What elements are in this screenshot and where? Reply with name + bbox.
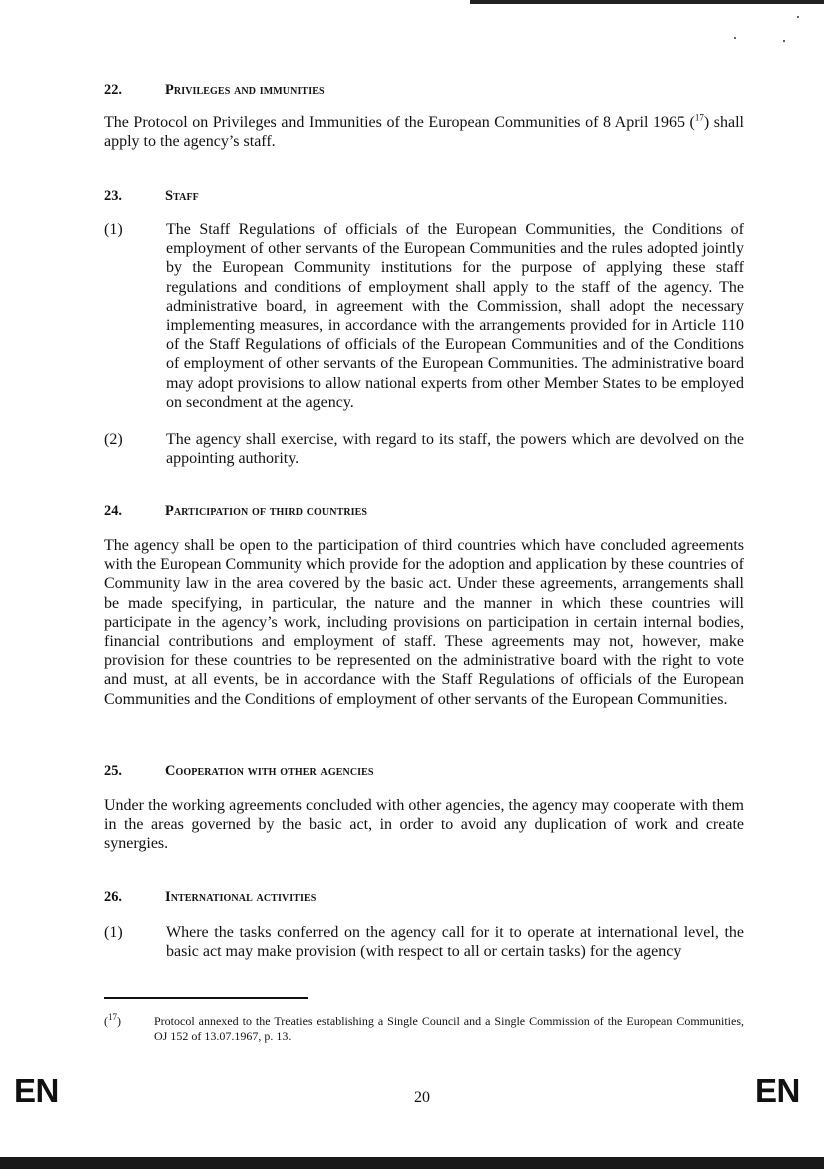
section-title: Cooperation with other agencies — [165, 763, 374, 779]
language-code-left: EN — [14, 1072, 59, 1109]
section-number: 22. — [104, 82, 122, 98]
scan-speck — [783, 40, 785, 42]
section-title: Staff — [165, 188, 199, 204]
footnote — [104, 1014, 744, 1044]
list-item — [104, 430, 744, 468]
scan-speck — [734, 37, 736, 39]
section-title: Participation of third countries — [165, 503, 368, 519]
page-number: 20 — [414, 1089, 430, 1106]
item-text: The Staff Regulations of officials of the European Communities, the Conditions of employment of other servants of the European Communities and the rules adopted jointly by the European Community institutions for the purpose of applying these staff regulations and conditions of employment shall apply to the staff of the agency. The administrative board, in agreement with the Commission, shall adopt the necessary implementing measures, in accordance with the arrangements provided for in Article 110 of the Staff Regulations of officials of the European Communities and of the Conditions of employment of other servants of the European Communities. The administrative board may adopt provisions to allow national experts from other Member States to be employed on secondment at the agency. — [166, 221, 744, 411]
footnote-separator — [104, 997, 308, 999]
section-number: 23. — [104, 188, 122, 204]
list-item — [104, 923, 744, 961]
language-code-right: EN — [755, 1072, 800, 1109]
list-item — [104, 220, 744, 412]
section-title: Privileges and immunities — [165, 82, 325, 98]
bottom-scan-edge — [0, 1157, 824, 1169]
section-24-paragraph: The agency shall be open to the participation of third countries which have concluded agreements with the European Community which provide for the adoption and application by these countries of Community law in the area covered by the basic act. Under these agreements, arrangements shall be made specifying, in particular, the nature and the manner in which these countries will participate in the agency’s work, including provisions on participation in certain internal bodies, financial contributions and employment of staff. These agreements may not, however, make provision for these countries to be represented on the administrative board with the right to vote and must, at all events, be in accordance with the Staff Regulations of officials of the European Communities and the Conditions of employment of other servants of the European Communities. — [104, 537, 744, 708]
item-text: The agency shall exercise, with regard to its staff, the powers which are devolved on the appointing authority. — [166, 431, 744, 468]
section-25-paragraph: Under the working agreements concluded with other agencies, the agency may cooperate with them in the areas governed by the basic act, in order to avoid any duplication of work and create synergies. — [104, 797, 744, 853]
section-number: 26. — [104, 889, 122, 905]
scan-speck — [797, 16, 799, 18]
item-marker: (2) — [104, 431, 123, 448]
item-marker: (1) — [104, 924, 123, 941]
item-text: Where the tasks conferred on the agency call for it to operate at international level, the basic act may make provision (with respect to all or certain tasks) for the agency — [166, 924, 744, 961]
item-marker: (1) — [104, 221, 123, 238]
footnote-marker: ($^{17}$) — [104, 1012, 121, 1028]
footnote-reference[interactable]: 17 — [694, 112, 704, 123]
section-title: International activities — [165, 889, 317, 905]
section-number: 24. — [104, 503, 122, 519]
section-number: 25. — [104, 763, 122, 779]
footnote-text: Protocol annexed to the Treaties establishing a Single Council and a Single Commission of the European Communities, OJ 152 of 13.07.1967, p. 13. — [154, 1014, 744, 1043]
top-scan-edge — [470, 0, 824, 4]
section-22-paragraph: The Protocol on Privileges and Immunities of the European Communities of 8 April 1965 ($^{17}$) shall apply to the agency’s staff. — [104, 112, 744, 151]
